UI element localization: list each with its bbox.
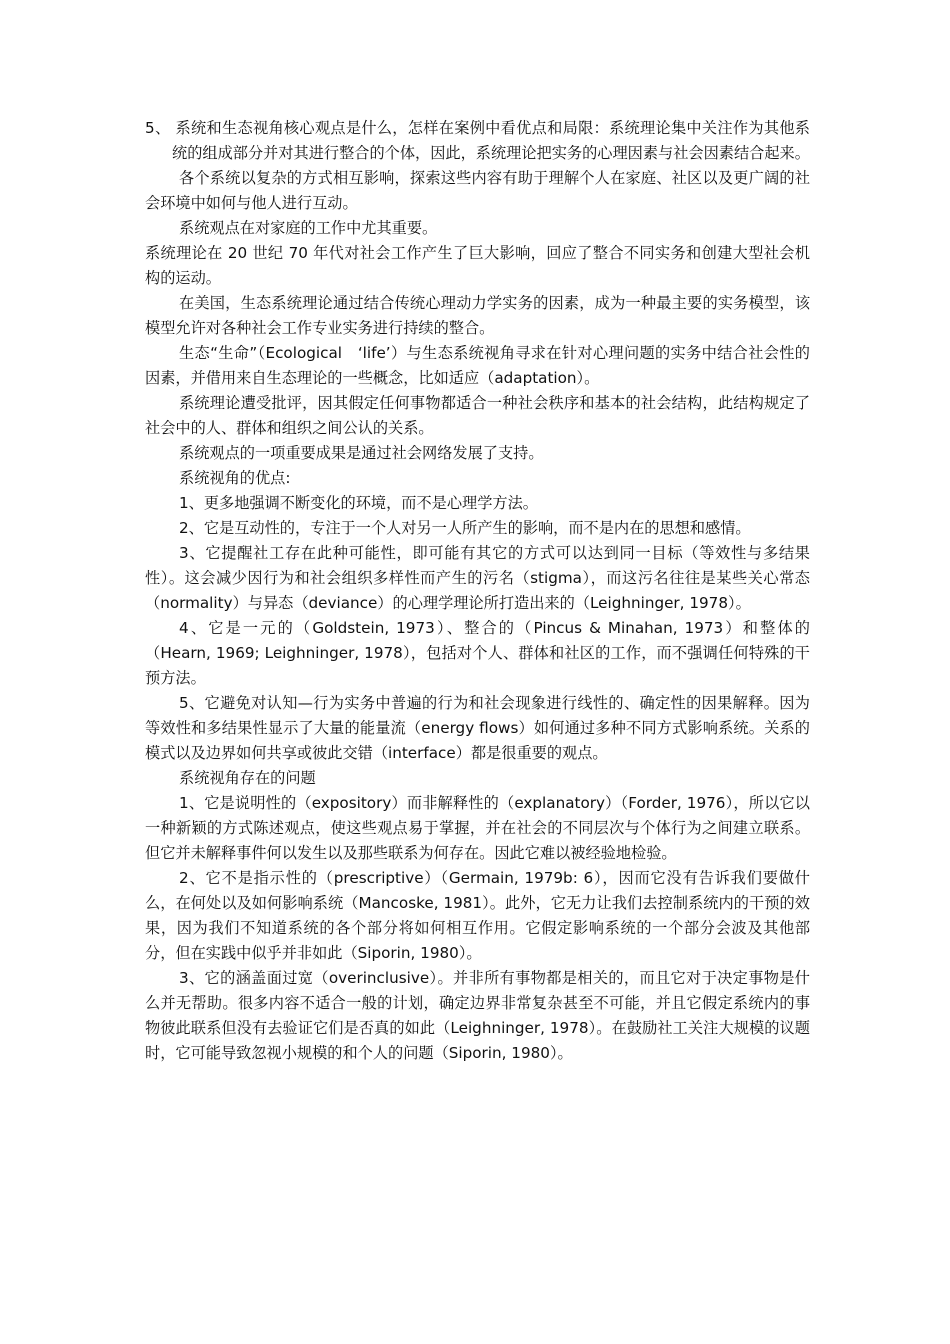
- list-item: 4、它是一元的（Goldstein, 1973）、整合的（Pincus & Minahan, 1973）和整体的（Hearn, 1969; Leighninger, 1978），包括对个人、群体和社区的工作，而不强调任何特殊的干预方法。: [145, 619, 810, 687]
- body-paragraph: 系统理论遭受批评，因其假定任何事物都适合一种社会秩序和基本的社会结构，此结构规定了社会中的人、群体和组织之间公认的关系。: [145, 394, 810, 437]
- body-paragraph: 系统观点在对家庭的工作中尤其重要。: [179, 219, 438, 237]
- list-item: 2、它不是指示性的（prescriptive）（Germain, 1979b: 6），因而它没有告诉我们要做什么，在何处以及如何影响系统（Mancoske, 1981）。此外，它无力让我们去控制系统内的干预的效果，因为我们不知道系统的各个部分将如何相互作用。它假定影响系统的一个部分会波及其他部分，但在实践中似乎并非如此（Siporin, 1980）。: [145, 869, 810, 962]
- body-paragraph: 系统理论在 20 世纪 70 年代对社会工作产生了巨大影响，回应了整合不同实务和创建大型社会机构的运动。: [145, 244, 810, 287]
- body-paragraph: 生态“生命”（Ecological ‘life’）与生态系统视角寻求在针对心理问题的实务中结合社会性的因素，并借用来自生态理论的一些概念，比如适应（adaptation）。: [145, 344, 810, 387]
- body-paragraph: 系统观点的一项重要成果是通过社会网络发展了支持。: [179, 444, 544, 462]
- list-item: 1、它是说明性的（expository）而非解释性的（explanatory）（Forder, 1976），所以它以一种新颖的方式陈述观点，使这些观点易于掌握，并在社会的不同层次与个体行为之间建立联系。但它并未解释事件何以发生以及那些联系为何存在。因此它难以被经验地检验。: [145, 794, 810, 862]
- question-heading-paragraph: 5、 系统和生态视角核心观点是什么，怎样在案例中看优点和局限：系统理论集中关注作为其他系统的组成部分并对其进行整合的个体，因此，系统理论把实务的心理因素与社会因素结合起来。: [145, 119, 810, 162]
- body-paragraph: 各个系统以复杂的方式相互影响，探索这些内容有助于理解个人在家庭、社区以及更广阔的社会环境中如何与他人进行互动。: [145, 169, 810, 212]
- section-heading-problems: 系统视角存在的问题: [179, 769, 316, 787]
- section-heading-strengths: 系统视角的优点:: [179, 469, 291, 487]
- list-item: 1、更多地强调不断变化的环境，而不是心理学方法。: [179, 494, 538, 512]
- body-paragraph: 在美国，生态系统理论通过结合传统心理动力学实务的因素，成为一种最主要的实务模型，该模型允许对各种社会工作专业实务进行持续的整合。: [145, 294, 810, 337]
- list-item: 2、它是互动性的，专注于一个人对另一人所产生的影响，而不是内在的思想和感情。: [179, 519, 751, 537]
- list-item: 3、它的涵盖面过宽（overinclusive）。并非所有事物都是相关的，而且它对于决定事物是什么并无帮助。很多内容不适合一般的计划，确定边界非常复杂甚至不可能，并且它假定系统内的事物彼此联系但没有去验证它们是否真的如此（Leighninger, 1978）。在鼓励社工关注大规模的议题时，它可能导致忽视小规模的和个人的问题（Siporin, 1980）。: [145, 969, 810, 1062]
- document-page: [145, 116, 810, 1066]
- list-item: 5、它避免对认知—行为实务中普遍的行为和社会现象进行线性的、确定性的因果解释。因为等效性和多结果性显示了大量的能量流（energy flows）如何通过多种不同方式影响系统。关系的模式以及边界如何共享或彼此交错（interface）都是很重要的观点。: [145, 694, 810, 762]
- list-item: 3、它提醒社工存在此种可能性，即可能有其它的方式可以达到同一目标（等效性与多结果性）。这会减少因行为和社会组织多样性而产生的污名（stigma），而这污名往往是某些关心常态（normality）与异态（deviance）的心理学理论所打造出来的（Leighninger, 1978）。: [145, 544, 810, 612]
